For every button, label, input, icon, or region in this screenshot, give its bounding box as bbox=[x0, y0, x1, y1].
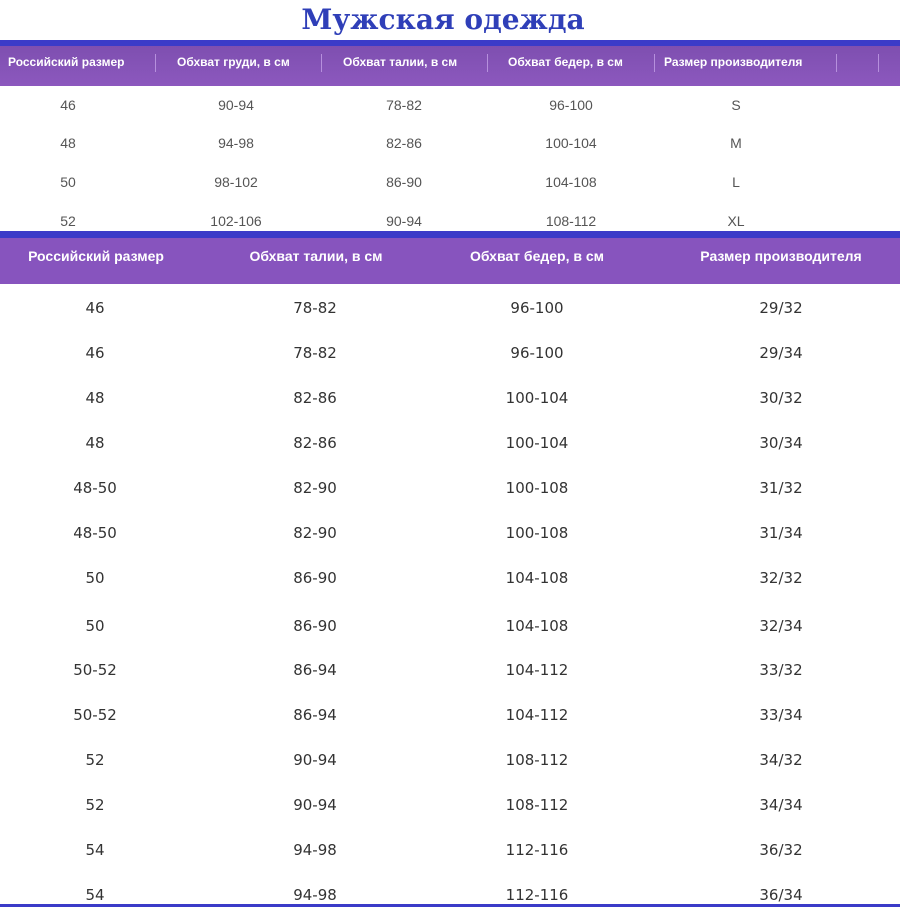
table-cell: L bbox=[732, 174, 740, 190]
table-cell: 29/32 bbox=[759, 299, 803, 317]
table-cell: 48-50 bbox=[73, 524, 117, 542]
table-cell: 104-112 bbox=[505, 661, 569, 679]
table-cell: 108-112 bbox=[505, 796, 569, 814]
table-cell: 86-94 bbox=[293, 661, 337, 679]
table-row bbox=[0, 421, 900, 466]
table1-header bbox=[0, 46, 900, 86]
table2-bottom-rule bbox=[0, 904, 900, 907]
table-cell: 48 bbox=[85, 389, 105, 407]
table2-header bbox=[0, 238, 900, 284]
table-cell: 48-50 bbox=[73, 479, 117, 497]
table-cell: 78-82 bbox=[386, 97, 422, 113]
table-cell: 78-82 bbox=[293, 299, 337, 317]
table-cell: 34/32 bbox=[759, 751, 803, 769]
table-cell: 100-104 bbox=[545, 135, 597, 151]
table2-header-cell: Российский размер bbox=[28, 248, 164, 264]
table-row bbox=[0, 648, 900, 693]
table-cell: 46 bbox=[85, 299, 105, 317]
header-divider bbox=[654, 54, 655, 72]
header-divider bbox=[487, 54, 488, 72]
table-row bbox=[0, 604, 900, 649]
table1-header-cell: Размер производителя bbox=[664, 55, 803, 69]
table-row bbox=[0, 828, 900, 873]
table-cell: 86-90 bbox=[386, 174, 422, 190]
table-cell: 54 bbox=[85, 886, 105, 904]
table-cell: 46 bbox=[60, 97, 76, 113]
table-row bbox=[0, 511, 900, 556]
table-row bbox=[0, 738, 900, 783]
table-cell: 31/34 bbox=[759, 524, 803, 542]
table-cell: 112-116 bbox=[505, 841, 569, 859]
table-row bbox=[0, 466, 900, 511]
table-row bbox=[0, 331, 900, 376]
table-cell: 108-112 bbox=[505, 751, 569, 769]
table-cell: 86-90 bbox=[293, 617, 337, 635]
table-cell: 82-86 bbox=[293, 434, 337, 452]
table-cell: 31/32 bbox=[759, 479, 803, 497]
table-cell: 82-86 bbox=[386, 135, 422, 151]
table1-header-cell: Обхват груди, в см bbox=[177, 55, 290, 69]
table2-header-cell: Обхват талии, в см bbox=[249, 248, 383, 264]
table-cell: 29/34 bbox=[759, 344, 803, 362]
table-cell: 50 bbox=[85, 569, 105, 587]
table-cell: 86-94 bbox=[293, 706, 337, 724]
table-cell: 32/34 bbox=[759, 617, 803, 635]
table-cell: 94-98 bbox=[218, 135, 254, 151]
table-cell: 30/34 bbox=[759, 434, 803, 452]
table-cell: 102-106 bbox=[210, 213, 262, 229]
table-cell: 82-90 bbox=[293, 524, 337, 542]
table-cell: 52 bbox=[85, 751, 105, 769]
table-cell: 52 bbox=[60, 213, 76, 229]
table-cell: 100-108 bbox=[505, 479, 569, 497]
header-divider bbox=[155, 54, 156, 72]
table-cell: 33/34 bbox=[759, 706, 803, 724]
table-cell: 112-116 bbox=[505, 886, 569, 904]
table-row bbox=[0, 693, 900, 738]
table-cell: XL bbox=[727, 213, 745, 229]
table-cell: 82-90 bbox=[293, 479, 337, 497]
table-cell: 98-102 bbox=[214, 174, 258, 190]
table-cell: 96-100 bbox=[510, 299, 564, 317]
table-cell: M bbox=[730, 135, 742, 151]
table-cell: 96-100 bbox=[549, 97, 593, 113]
table-cell: 50-52 bbox=[73, 706, 117, 724]
table-cell: 30/32 bbox=[759, 389, 803, 407]
table-row bbox=[0, 376, 900, 421]
table-cell: 100-104 bbox=[505, 434, 569, 452]
table-cell: 50 bbox=[85, 617, 105, 635]
table-cell: 33/32 bbox=[759, 661, 803, 679]
table-cell: 82-86 bbox=[293, 389, 337, 407]
table2-header-cell: Размер производителя bbox=[700, 248, 862, 264]
table-cell: 50-52 bbox=[73, 661, 117, 679]
table-cell: 50 bbox=[60, 174, 76, 190]
table-cell: 32/32 bbox=[759, 569, 803, 587]
table-cell: 108-112 bbox=[545, 213, 597, 229]
table2-top-rule bbox=[0, 231, 900, 238]
table-cell: 96-100 bbox=[510, 344, 564, 362]
table-cell: 48 bbox=[60, 135, 76, 151]
table-cell: 86-90 bbox=[293, 569, 337, 587]
table-cell: 90-94 bbox=[293, 796, 337, 814]
table-cell: 46 bbox=[85, 344, 105, 362]
table-row bbox=[0, 783, 900, 828]
table-cell: S bbox=[731, 97, 741, 113]
table-row bbox=[0, 86, 900, 124]
table-cell: 104-108 bbox=[505, 617, 569, 635]
header-divider bbox=[836, 54, 837, 72]
table-row bbox=[0, 556, 900, 601]
header-divider bbox=[321, 54, 322, 72]
table-row bbox=[0, 163, 900, 201]
table1-header-cell: Обхват талии, в см bbox=[343, 55, 458, 69]
table-cell: 104-108 bbox=[545, 174, 597, 190]
table-cell: 104-108 bbox=[505, 569, 569, 587]
table2-header-cell: Обхват бедер, в см bbox=[469, 248, 605, 264]
table-cell: 100-104 bbox=[505, 389, 569, 407]
header-divider bbox=[878, 54, 879, 72]
table-cell: 52 bbox=[85, 796, 105, 814]
table-row bbox=[0, 873, 900, 918]
table-cell: 36/34 bbox=[759, 886, 803, 904]
table-cell: 104-112 bbox=[505, 706, 569, 724]
table-cell: 34/34 bbox=[759, 796, 803, 814]
table-cell: 94-98 bbox=[293, 841, 337, 859]
table1-header-cell: Российский размер bbox=[8, 55, 125, 69]
table-cell: 94-98 bbox=[293, 886, 337, 904]
table-cell: 48 bbox=[85, 434, 105, 452]
table-cell: 90-94 bbox=[386, 213, 422, 229]
table1-header-cell: Обхват бедер, в см bbox=[508, 55, 623, 69]
table-row bbox=[0, 286, 900, 331]
table-cell: 36/32 bbox=[759, 841, 803, 859]
table-cell: 90-94 bbox=[218, 97, 254, 113]
table-row bbox=[0, 124, 900, 162]
table-cell: 100-108 bbox=[505, 524, 569, 542]
table-cell: 78-82 bbox=[293, 344, 337, 362]
table-cell: 54 bbox=[85, 841, 105, 859]
table-cell: 90-94 bbox=[293, 751, 337, 769]
page-title: Мужская одежда bbox=[301, 3, 585, 36]
